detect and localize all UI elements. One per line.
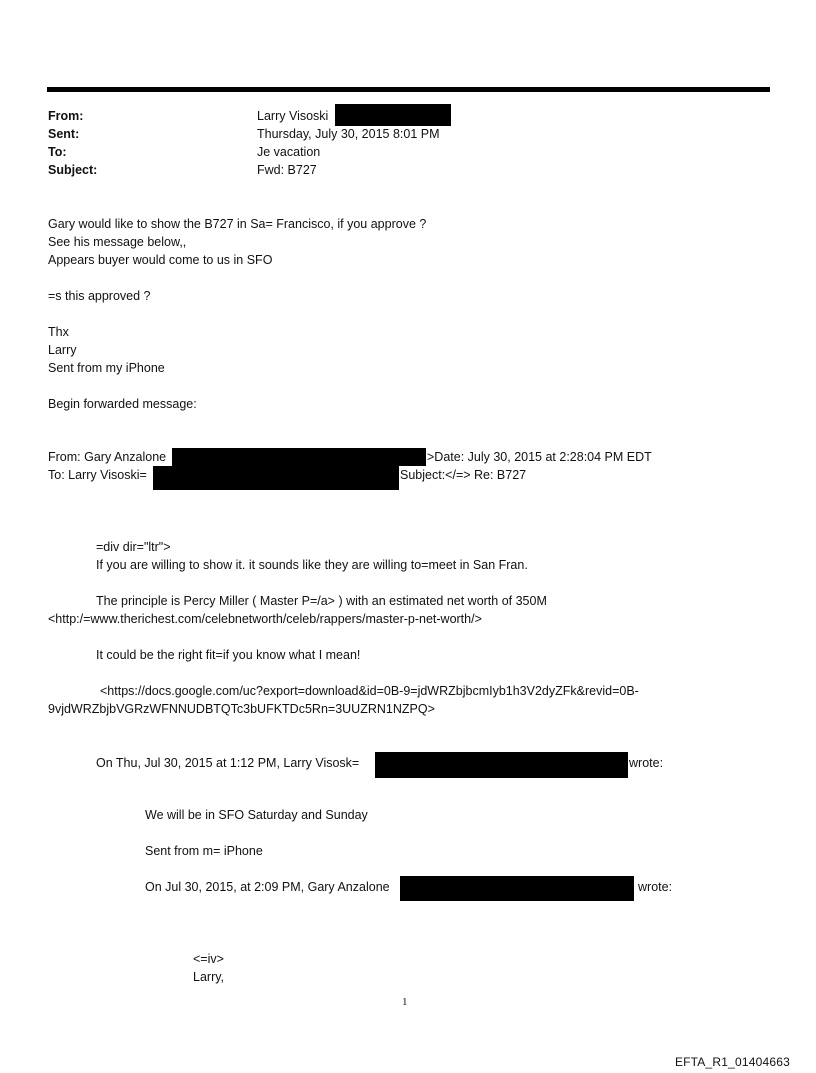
quoted-line: If you are willing to show it. it sounds like they are willing to=meet in San Fran. <box>96 558 528 572</box>
body-line: =s this approved ? <box>48 289 151 303</box>
quoted-line: The principle is Percy Miller ( Master P=/a> ) with an estimated net worth of 350M <box>96 594 547 608</box>
signature-line: Sent from my iPhone <box>48 361 165 375</box>
redaction-block <box>400 876 634 901</box>
on-wrote-suffix: wrote: <box>638 880 673 894</box>
forwarded-intro: Begin forwarded message: <box>48 397 197 411</box>
body-line: See his message below,, <box>48 235 187 249</box>
redaction-block <box>172 448 426 466</box>
reply-line: We will be in SFO Saturday and Sunday <box>145 808 368 822</box>
sent-value: Thursday, July 30, 2015 8:01 PM <box>257 127 440 141</box>
quoted-line: =div dir="ltr"> <box>96 540 171 554</box>
forwarded-subject-text: Subject:</=> Re: B727 <box>400 468 527 482</box>
reply-line: Sent from m= iPhone <box>145 844 263 858</box>
on-wrote-line: On Thu, Jul 30, 2015 at 1:12 PM, Larry Visosk= <box>96 756 360 770</box>
forwarded-from-text: From: Gary Anzalone <box>48 450 167 464</box>
sent-label: Sent: <box>48 127 80 141</box>
quoted-line: <https://docs.google.com/uc?export=download&id=0B-9=jdWRZbjbcmIyb1h3V2dyZFk&revid=0B- <box>100 684 639 698</box>
redaction-block <box>335 104 451 126</box>
forwarded-to-text: To: Larry Visoski= <box>48 468 147 482</box>
on-wrote-suffix: wrote: <box>629 756 664 770</box>
redaction-block <box>375 752 628 778</box>
quoted-line: <=iv> <box>193 952 224 966</box>
to-label: To: <box>48 145 67 159</box>
from-label: From: <box>48 109 84 123</box>
redaction-block <box>153 466 399 490</box>
page-number: 1 <box>402 996 408 1008</box>
from-value: Larry Visoski <box>257 109 329 123</box>
bates-number: EFTA_R1_01404663 <box>674 1055 790 1069</box>
body-line: Appears buyer would come to us in SFO <box>48 253 273 267</box>
forwarded-date-text: >Date: July 30, 2015 at 2:28:04 PM EDT <box>427 450 652 464</box>
quoted-line: <http:/=www.therichest.com/celebnetworth/celeb/rappers/master-p-net-worth/> <box>48 612 482 626</box>
header-rule <box>47 87 770 92</box>
on-wrote-line: On Jul 30, 2015, at 2:09 PM, Gary Anzalone <box>145 880 390 894</box>
quoted-line: It could be the right fit=if you know what I mean! <box>96 648 361 662</box>
signature-line: Thx <box>48 325 69 339</box>
greeting-line: Larry, <box>193 970 225 984</box>
subject-value: Fwd: B727 <box>257 163 317 177</box>
subject-label: Subject: <box>48 163 98 177</box>
signature-line: Larry <box>48 343 77 357</box>
to-value: Je vacation <box>257 145 321 159</box>
body-line: Gary would like to show the B727 in Sa= Francisco, if you approve ? <box>48 217 427 231</box>
quoted-line: 9vjdWRZbjbVGRzWFNNUDBTQTc3bUFKTDc5Rn=3UUZRN1NZPQ> <box>48 702 435 716</box>
